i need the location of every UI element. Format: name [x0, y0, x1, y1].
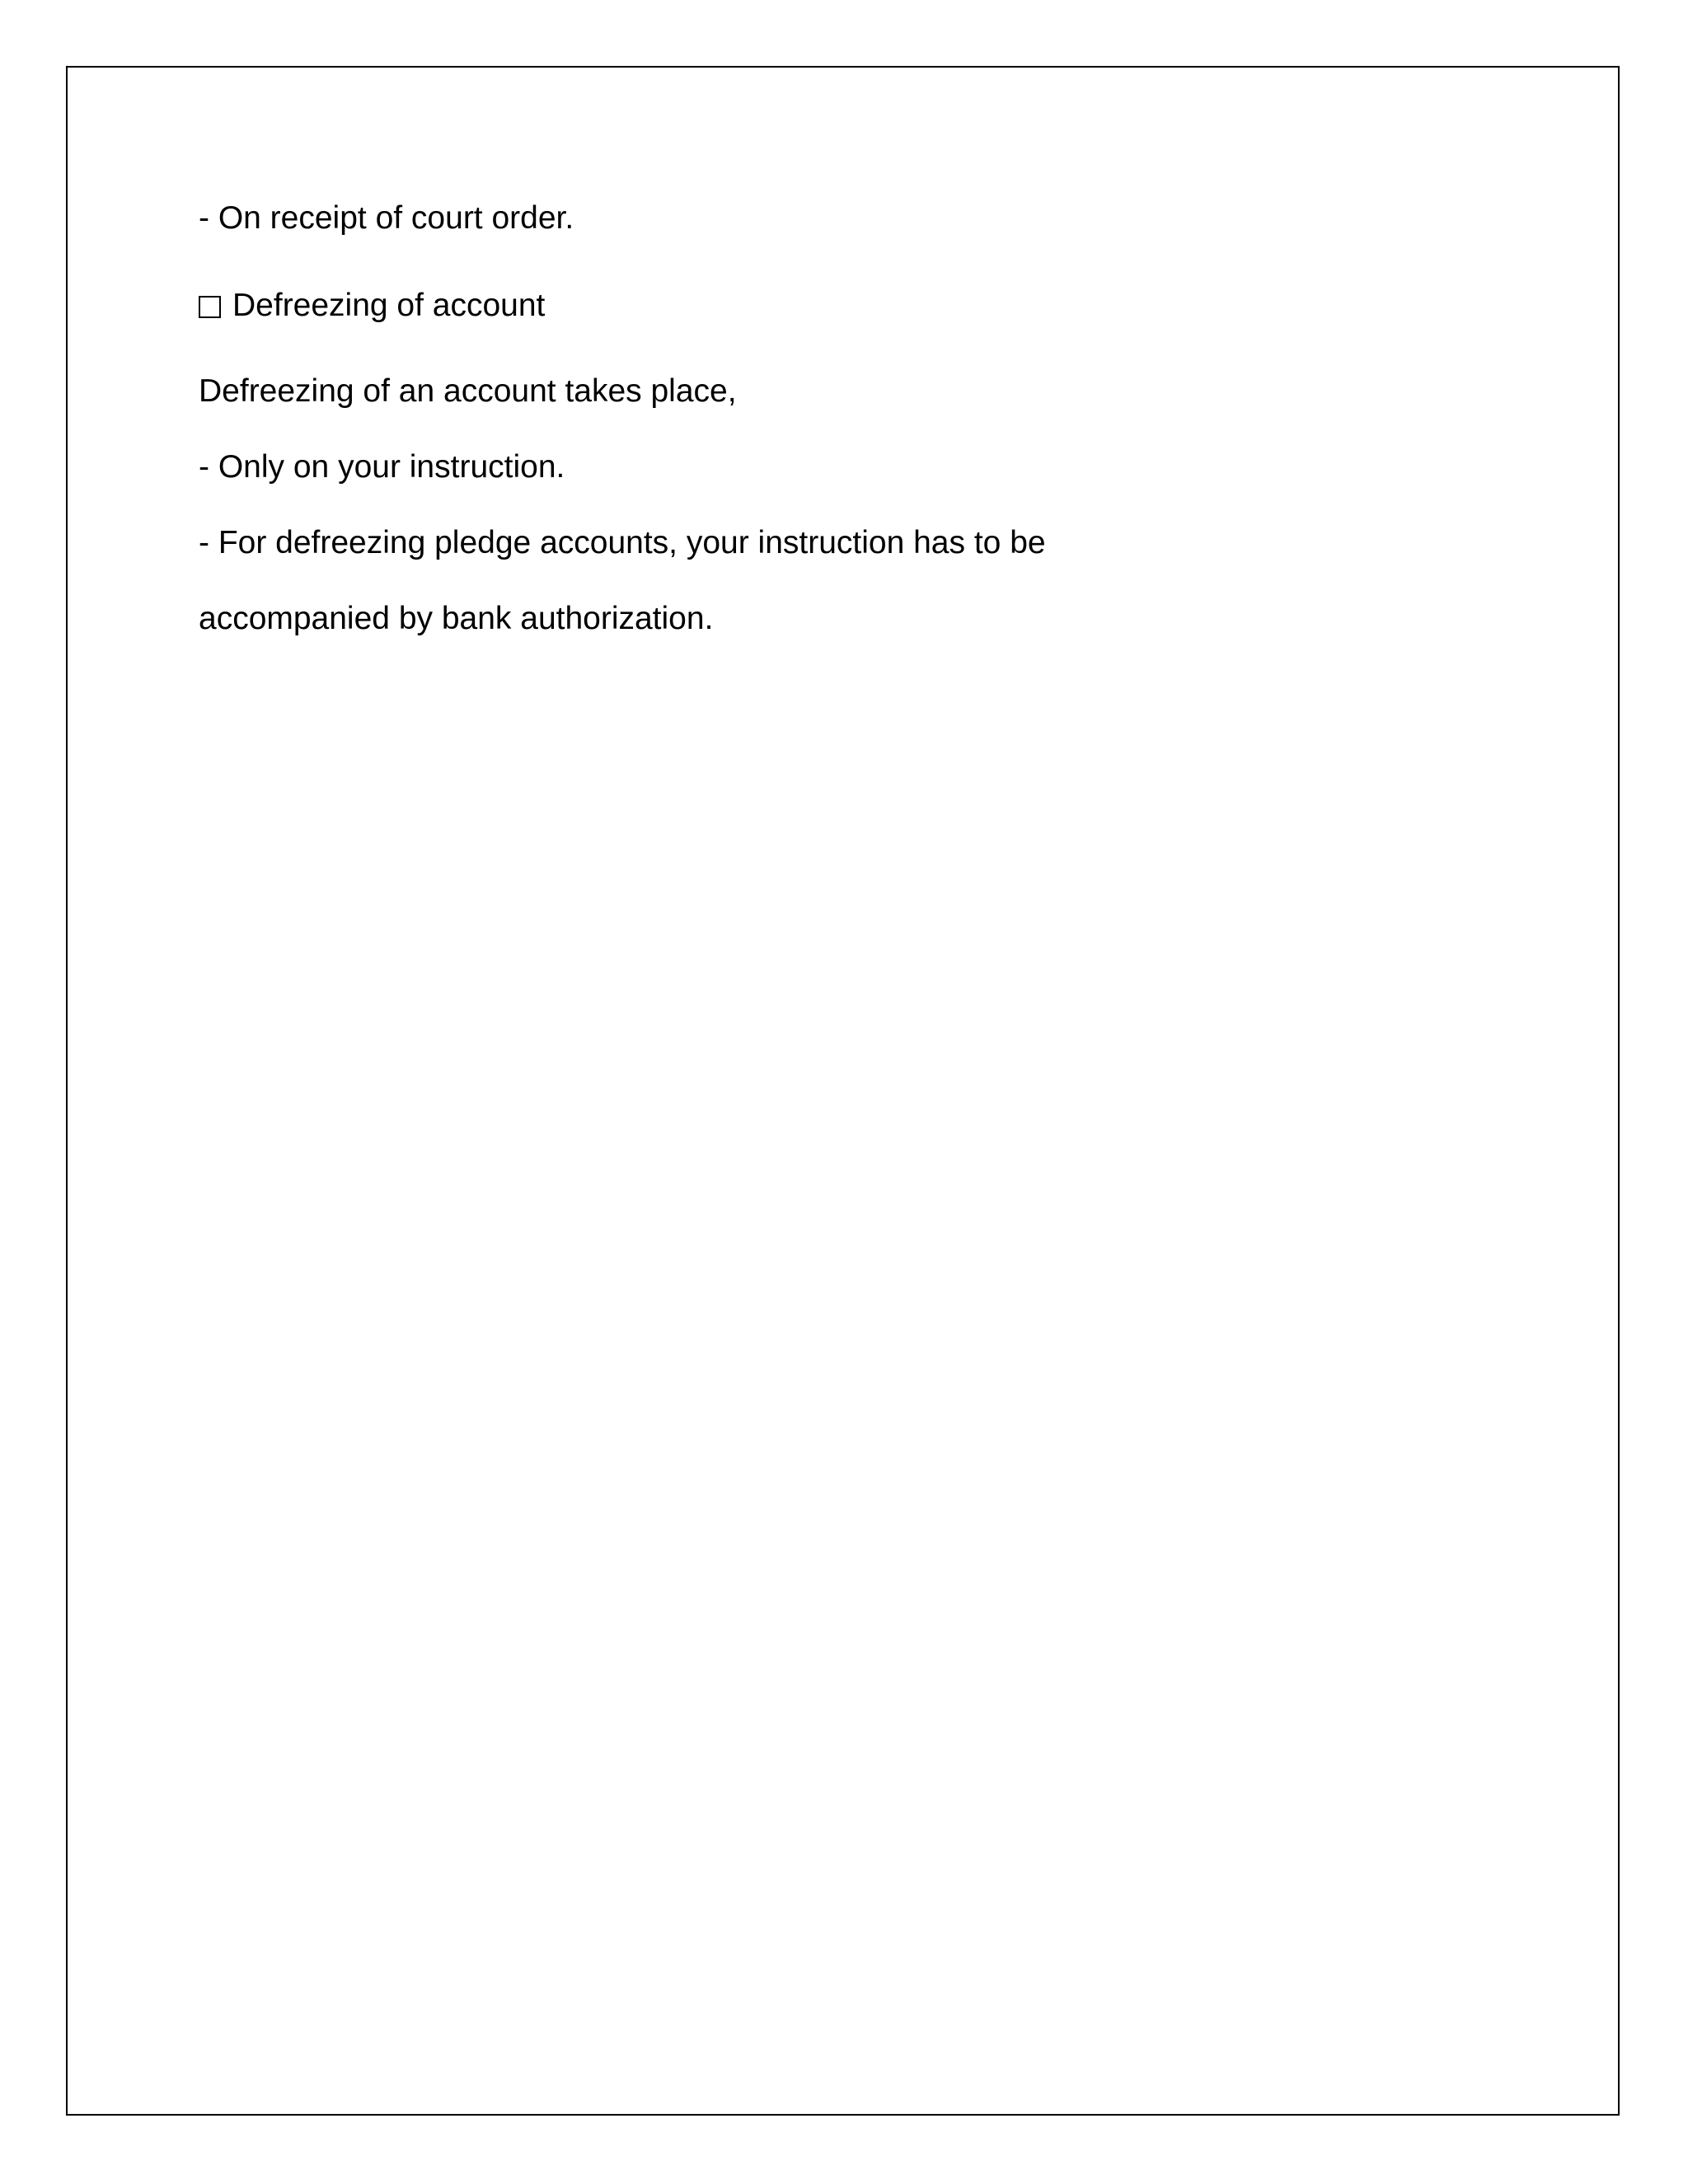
checkbox-heading-defreezing [199, 287, 545, 325]
text-line-defreezing-intro: Defreezing of an account takes place, [199, 373, 737, 409]
checkbox-empty-icon [199, 296, 221, 318]
checkbox-heading-label: Defreezing of account [232, 288, 546, 323]
text-line-bank-authorization: accompanied by bank authorization. [199, 601, 714, 636]
text-line-only-instruction: - Only on your instruction. [199, 449, 565, 485]
text-line-pledge-accounts: - For defreezing pledge accounts, your instruction has to be [199, 525, 1046, 560]
text-line-court-order: - On receipt of court order. [199, 200, 574, 236]
